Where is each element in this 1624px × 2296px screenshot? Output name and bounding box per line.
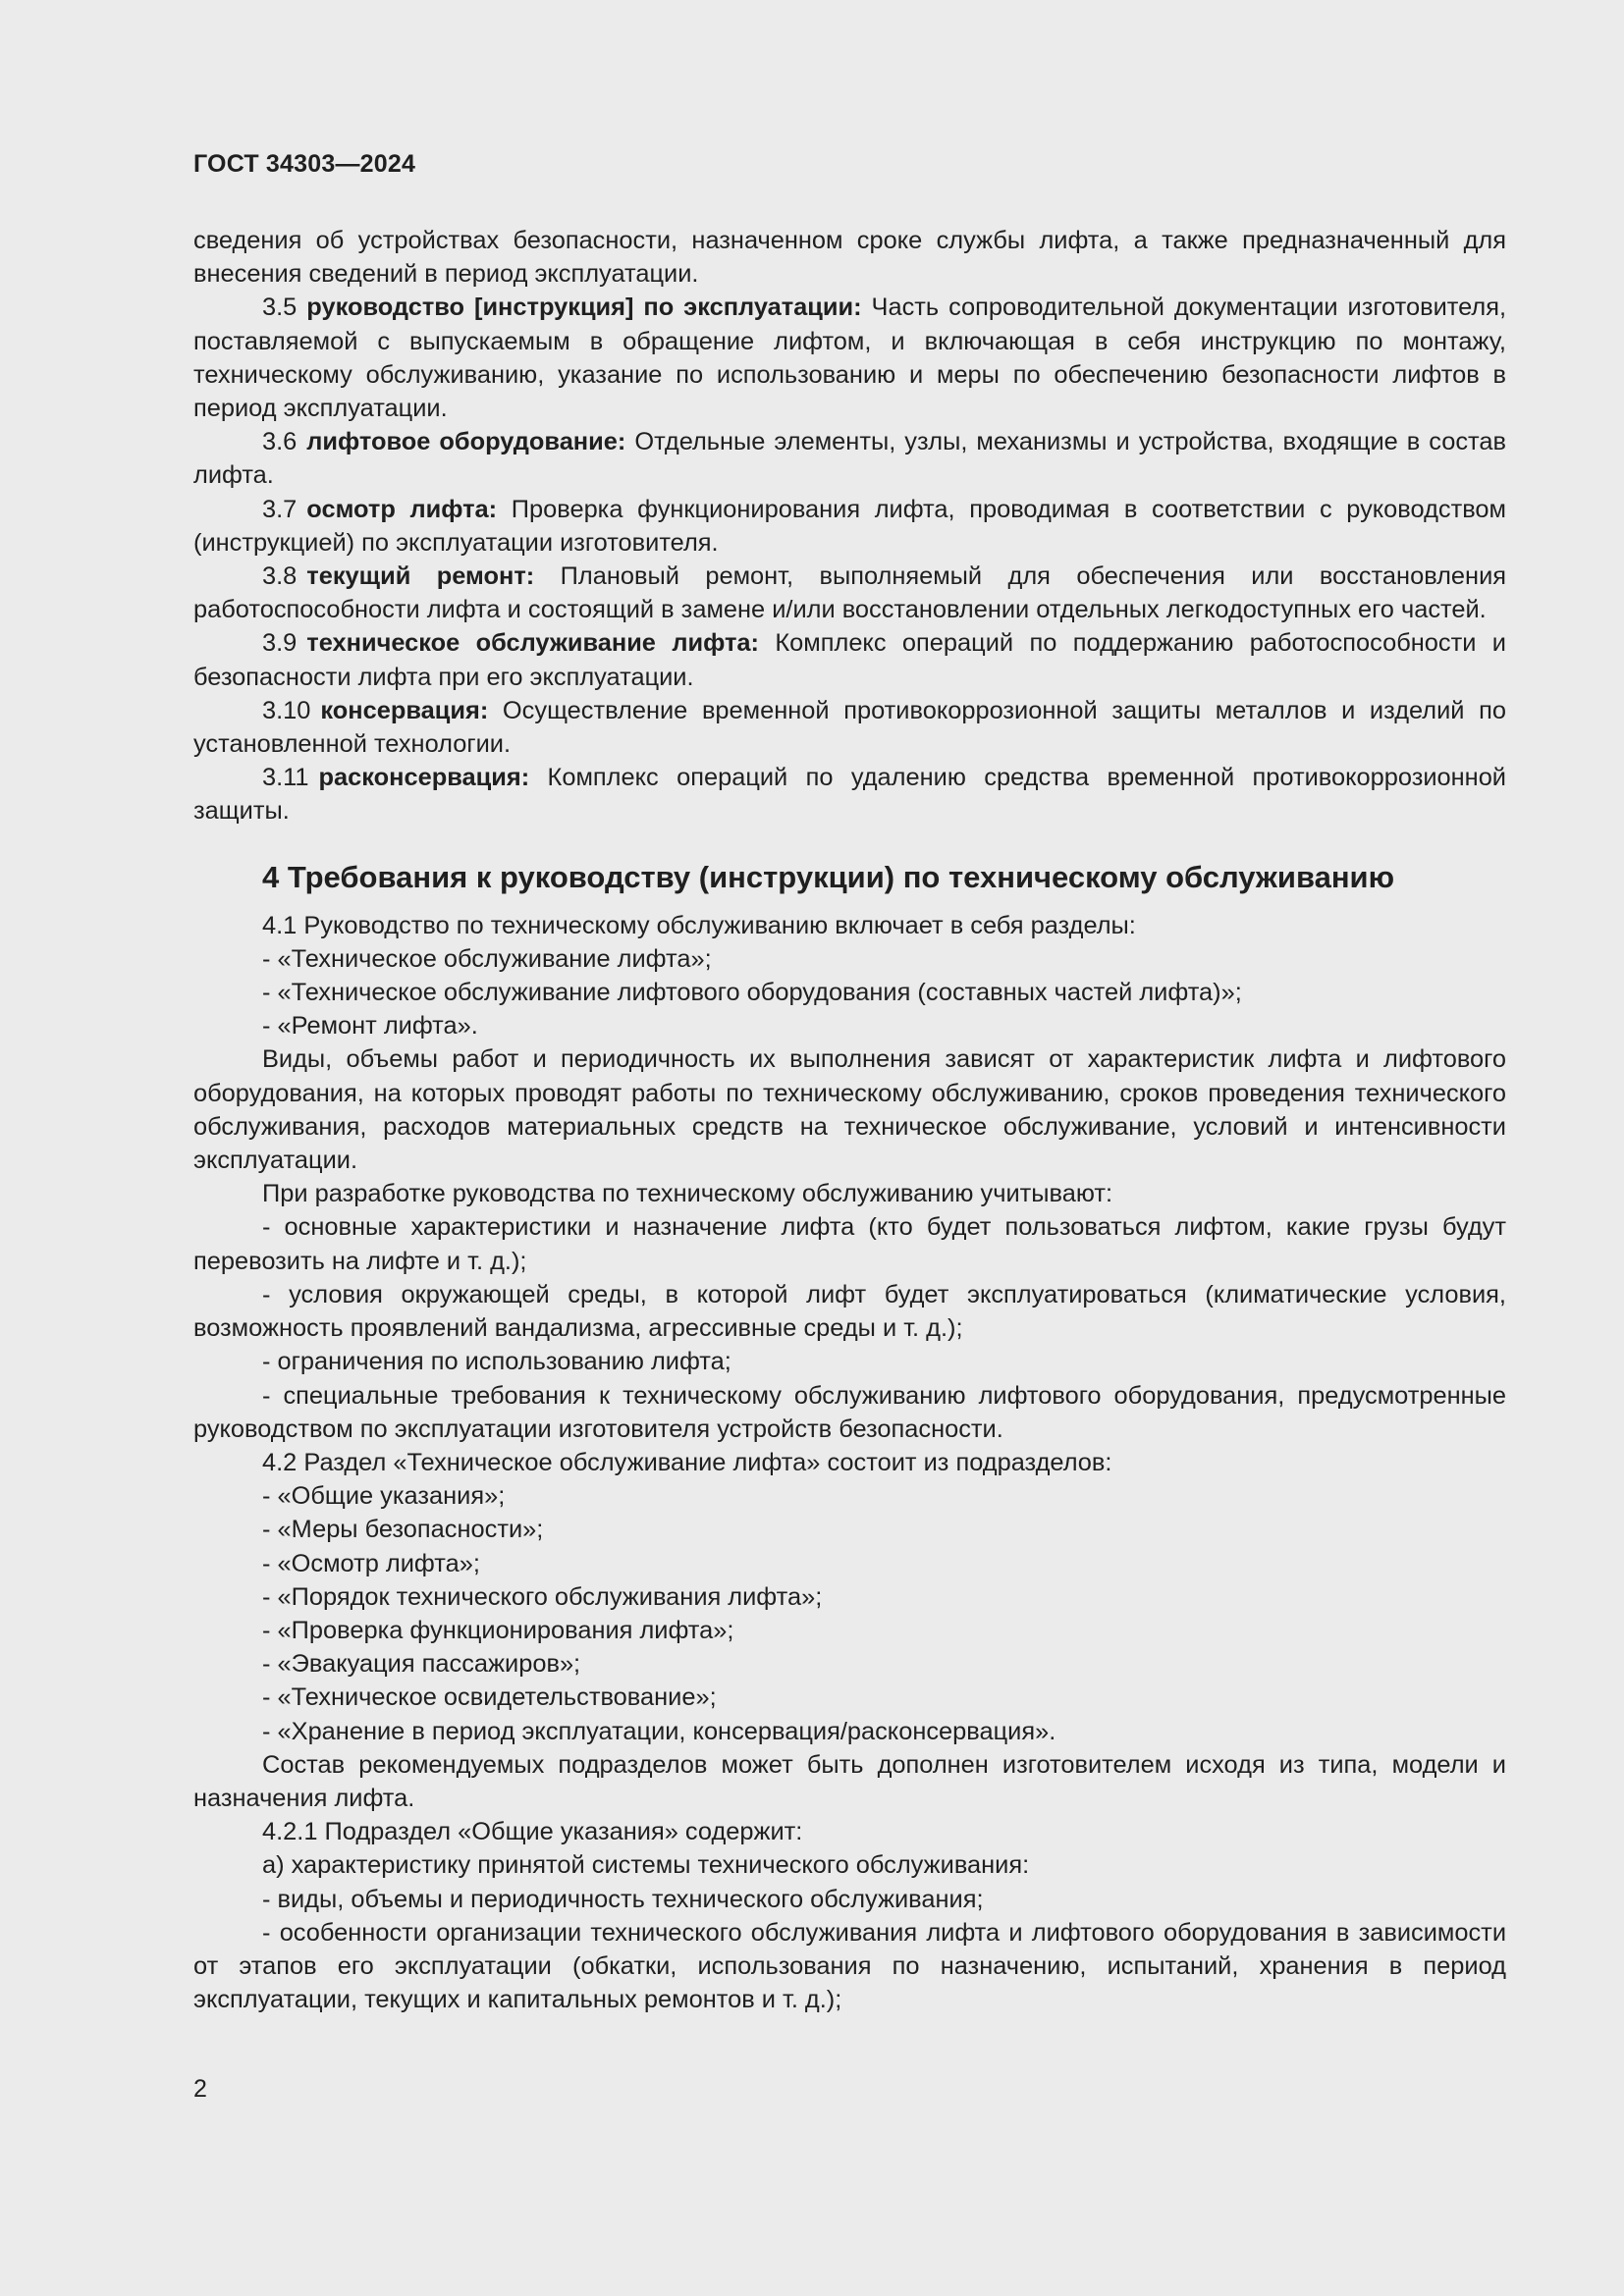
definition-text: Проверка функционирования лифта, проводимая в соответствии с руководством (инструкцией) по эксплуатации изготовителя.: [193, 495, 1506, 557]
list-item: - «Проверка функционирования лифта»;: [262, 1616, 734, 1644]
definition-number: 3.11: [262, 764, 309, 792]
definition-text: Часть сопроводительной документации изготовителя, поставляемой с выпускаемым в обращение лифтом, и включающая в себя инструкцию по монтажу, техническому обслуживанию, указание по использованию и меры по обеспечению безопасности лифтов в период эксплуатации.: [193, 294, 1506, 423]
list-item: - особенности организации технического обслуживания лифта и лифтового оборудования в зависимости от этапов его эксплуатации (обкатки, использования по назначению, испытаний, хранения в период эксплуатации, текущих и капитальных ремонтов и т. д.);: [193, 1918, 1506, 2014]
list-item: - специальные требования к техническому обслуживанию лифтового оборудования, предусмотренные руководством по эксплуатации изготовителя устройств безопасности.: [193, 1381, 1506, 1443]
list-item: - «Эвакуация пассажиров»;: [262, 1650, 581, 1679]
list-item: - «Техническое освидетельствование»;: [262, 1683, 717, 1712]
paragraph: Состав рекомендуемых подразделов может быть дополнен изготовителем исходя из типа, модели и назначения лифта.: [193, 1750, 1506, 1812]
definition-text: Отдельные элементы, узлы, механизмы и устройства, входящие в состав лифта.: [193, 428, 1506, 490]
definition-item: [193, 761, 1506, 828]
paragraph: Виды, объемы работ и периодичность их выполнения зависят от характеристик лифта и лифтового оборудования, на которых проводят работы по техническому обслуживанию, сроков проведения технического обслуживания, расходов материальных средств на техническое обслуживание, условий и интенсивности эксплуатации.: [193, 1045, 1506, 1175]
paragraph: 4.2 Раздел «Техническое обслуживание лифта» состоит из подразделов:: [262, 1448, 1112, 1476]
definition-number: 3.5: [262, 294, 298, 322]
list-item: а) характеристику принятой системы технического обслуживания:: [262, 1851, 1030, 1880]
definition-number: 3.10: [262, 696, 311, 724]
definition-term: техническое обслуживание лифта:: [306, 629, 759, 658]
page-number: 2: [193, 2075, 207, 2103]
definition-item: [193, 560, 1506, 626]
paragraph: 4.1 Руководство по техническому обслуживанию включает в себя разделы:: [262, 911, 1136, 939]
definition-item: [193, 425, 1506, 492]
definition-number: 3.8: [262, 562, 298, 591]
document-body: [193, 224, 1506, 2016]
list-item: - «Техническое обслуживание лифтового оборудования (составных частей лифта)»;: [262, 979, 1242, 1007]
definition-number: 3.7: [262, 495, 298, 523]
list-item: - «Хранение в период эксплуатации, консервация/расконсервация».: [262, 1717, 1056, 1745]
section-body: [193, 909, 1506, 2017]
list-item: - «Техническое обслуживание лифта»;: [262, 944, 712, 973]
paragraph: 4.2.1 Подраздел «Общие указания» содержит:: [262, 1818, 803, 1846]
definition-term: консервация:: [320, 696, 489, 724]
definition-term: осмотр лифта:: [306, 495, 498, 523]
list-item: - «Ремонт лифта».: [262, 1012, 478, 1041]
list-item: - «Осмотр лифта»;: [262, 1549, 480, 1577]
definition-term: расконсервация:: [318, 764, 530, 792]
definitions-list: [193, 291, 1506, 828]
definition-term: текущий ремонт:: [306, 562, 535, 591]
definitions-intro: сведения об устройствах безопасности, назначенном сроке службы лифта, а также предназначенный для внесения сведений в период эксплуатации.: [193, 227, 1506, 289]
definition-item: [193, 493, 1506, 560]
list-item: - виды, объемы и периодичность технического обслуживания;: [262, 1885, 984, 1913]
definition-term: руководство [инструкция] по эксплуатации:: [306, 294, 862, 322]
definition-number: 3.6: [262, 428, 298, 456]
definition-item: [193, 626, 1506, 693]
definition-item: [193, 694, 1506, 761]
list-item: - «Общие указания»;: [262, 1482, 506, 1511]
definition-text: Осуществление временной противокоррозионной защиты металлов и изделий по установленной технологии.: [193, 696, 1506, 759]
list-item: - «Порядок технического обслуживания лифта»;: [262, 1582, 823, 1611]
definition-text: Плановый ремонт, выполняемый для обеспечения или восстановления работоспособности лифта и состоящий в замене и/или восстановлении отдельных легкодоступных его частей.: [193, 562, 1506, 624]
list-item: - ограничения по использованию лифта;: [262, 1348, 731, 1376]
list-item: - «Меры безопасности»;: [262, 1516, 544, 1544]
definition-item: [193, 291, 1506, 425]
definition-term: лифтовое оборудование:: [306, 428, 626, 456]
definition-text: Комплекс операций по удалению средства временной противокоррозионной защиты.: [193, 764, 1506, 826]
definition-text: Комплекс операций по поддержанию работоспособности и безопасности лифта при его эксплуатации.: [193, 629, 1506, 691]
list-item: - основные характеристики и назначение лифта (кто будет пользоваться лифтом, какие грузы будут перевозить на лифте и т. д.);: [193, 1213, 1506, 1275]
paragraph: При разработке руководства по техническому обслуживанию учитывают:: [262, 1180, 1113, 1208]
document-header: ГОСТ 34303—2024: [193, 150, 416, 178]
list-item: - условия окружающей среды, в которой лифт будет эксплуатироваться (климатические условия, возможность проявлений вандализма, агрессивные среды и т. д.);: [193, 1280, 1506, 1343]
definition-number: 3.9: [262, 629, 298, 658]
section-heading: 4 Требования к руководству (инструкции) по техническому обслуживанию: [262, 859, 1395, 894]
